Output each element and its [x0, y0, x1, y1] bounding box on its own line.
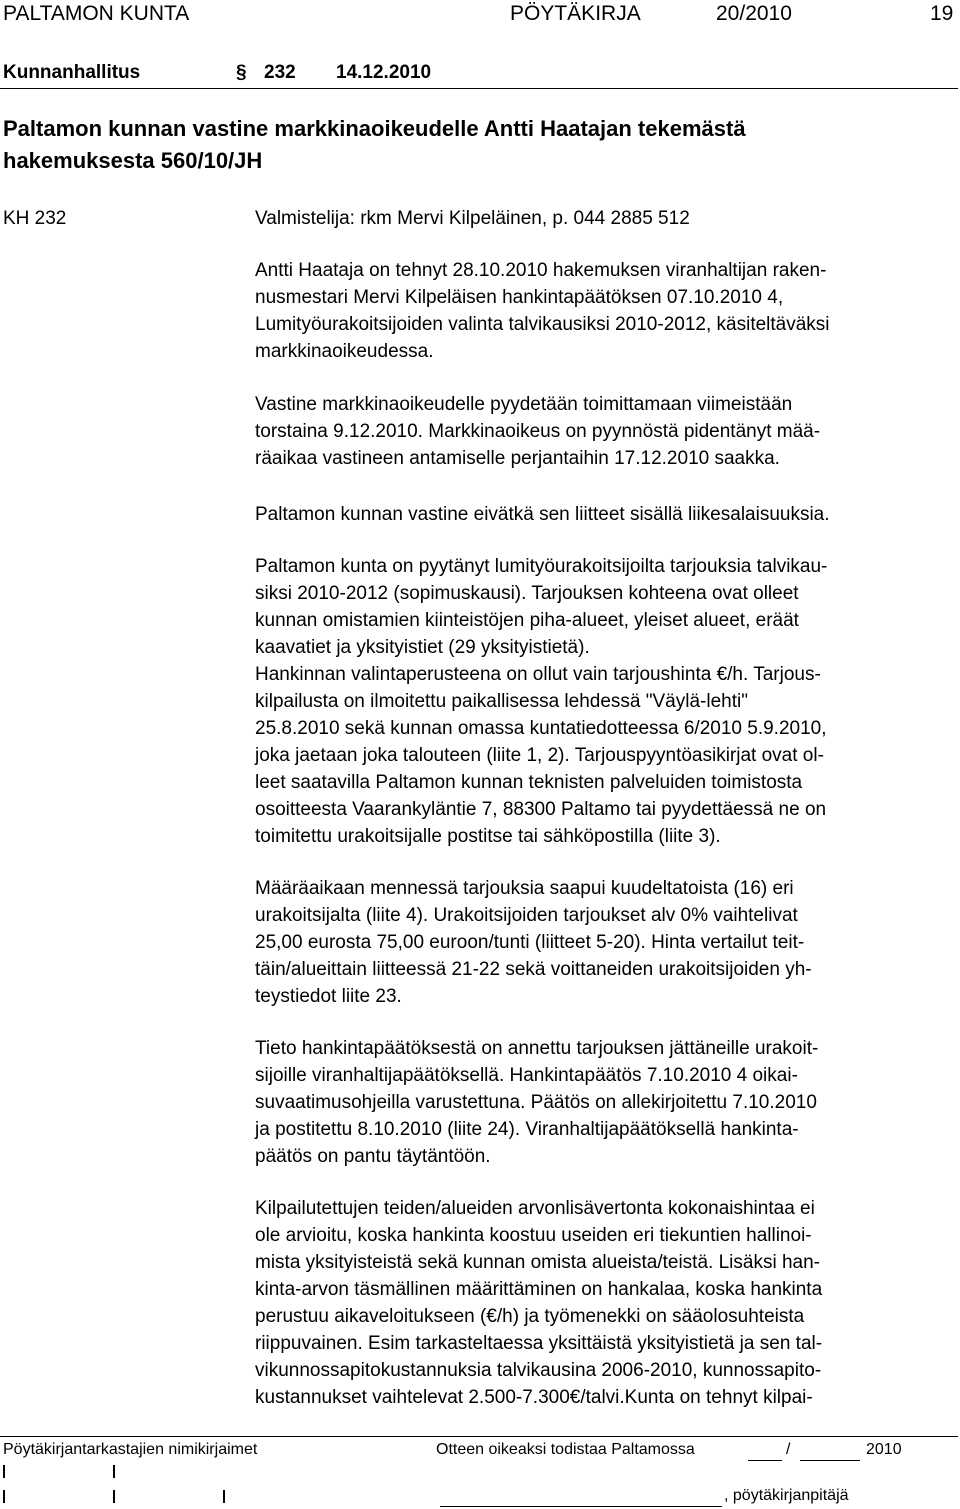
paragraph-line: Kilpailutettujen teiden/alueiden arvonlisävertonta kokonaishintaa ei [255, 1198, 815, 1219]
initials-box-divider [113, 1465, 115, 1478]
header-rule [0, 88, 958, 89]
footer-day-blank [748, 1460, 782, 1461]
paragraph-line: kunnan omistamien kiinteistöjen piha-alueet, yleiset alueet, eräät [255, 610, 799, 631]
paragraph-line: Antti Haataja on tehnyt 28.10.2010 hakemuksen viranhaltijan raken- [255, 260, 827, 281]
paragraph [255, 1195, 955, 1411]
paragraph-line: päätös on pantu täytäntöön. [255, 1146, 491, 1167]
paragraph-line: ole arvioitu, koska hankinta koostuu useiden eri tiekuntien hallinoi- [255, 1225, 812, 1246]
paragraph-line: joka jaetaan joka talouteen (liite 1, 2). Tarjouspyyntöasikirjat ovat ol- [255, 745, 824, 766]
paragraph-line: Tieto hankintapäätöksestä on annettu tarjouksen jättäneille urakoit- [255, 1038, 819, 1059]
paragraph-line: 25.8.2010 sekä kunnan omassa kuntatiedotteessa 6/2010 5.9.2010, [255, 718, 827, 739]
paragraph [255, 1035, 955, 1170]
initials-box-divider [113, 1490, 115, 1503]
paragraph [255, 205, 955, 232]
paragraph-line: sijoille viranhaltijapäätöksellä. Hankintapäätös 7.10.2010 4 oikai- [255, 1065, 798, 1086]
paragraph-line: siksi 2010-2012 (sopimuskausi). Tarjouksen kohteena ovat olleet [255, 583, 799, 604]
paragraph-line: kustannukset vaihtelevat 2.500-7.300€/talvi.Kunta on tehnyt kilpai- [255, 1387, 813, 1408]
paragraph-line: suvaatimusohjeilla varustettuna. Päätös on allekirjoitettu 7.10.2010 [255, 1092, 817, 1113]
footer-slash: / [786, 1441, 791, 1458]
paragraph-line: kaavatiet ja yksityistiet (29 yksityistietä). [255, 637, 590, 658]
paragraph [255, 553, 955, 850]
meeting-body: Kunnanhallitus [3, 62, 141, 83]
paragraph-line: Valmistelija: rkm Mervi Kilpeläinen, p. 044 2885 512 [255, 208, 690, 229]
page-number: 19 [930, 2, 954, 25]
paragraph-line: kilpailusta on ilmoitettu paikallisessa lehdessä "Väylä-lehti" [255, 691, 748, 712]
signature-line [440, 1506, 722, 1507]
title-line: hakemuksesta 560/10/JH [3, 148, 263, 173]
initials-box-divider [3, 1465, 5, 1478]
paragraph-line: torstaina 9.12.2010. Markkinaoikeus on pyynnöstä pidentänyt mää- [255, 421, 821, 442]
paragraph-line: riippuvainen. Esim tarkasteltaessa yksittäistä yksityistietä ja sen tal- [255, 1333, 823, 1354]
paragraph-line: Määräaikaan mennessä tarjouksia saapui kuudeltatoista (16) eri [255, 878, 794, 899]
paragraph-line: täin/alueittain liitteessä 21-22 sekä voittaneiden urakoitsijoiden yh- [255, 959, 812, 980]
kh-section-label: KH 232 [3, 208, 67, 229]
footer-rule [0, 1436, 958, 1437]
section-mark: § [236, 62, 247, 83]
paragraph [255, 875, 955, 1010]
paragraph-line: Paltamon kunta on pyytänyt lumityöurakoitsijoilta tarjouksia talvikau- [255, 556, 828, 577]
paragraph [255, 501, 955, 528]
title-line: Paltamon kunnan vastine markkinaoikeudelle Antti Haatajan tekemästä [3, 116, 746, 141]
section-number: 232 [264, 62, 296, 83]
initials-box-divider [3, 1490, 5, 1503]
footer-certify-label: Otteen oikeaksi todistaa Paltamossa [436, 1441, 695, 1458]
paragraph [255, 391, 955, 472]
paragraph-line: vikunnossapitokustannuksia talvikausina 2006-2010, kunnossapito- [255, 1360, 822, 1381]
paragraph-line: 25,00 eurosta 75,00 euroon/tunti (liitteet 5-20). Hinta vertailut teit- [255, 932, 805, 953]
organization-name: PALTAMON KUNTA [3, 2, 190, 25]
paragraph-line: Hankinnan valintaperusteena on ollut vain tarjoushinta €/h. Tarjous- [255, 664, 821, 685]
paragraph-line: leet saatavilla Paltamon kunnan teknisten palveluiden toimistosta [255, 772, 803, 793]
paragraph-line: kinta-arvon täsmällinen määrittäminen on hankalaa, koska hankinta [255, 1279, 823, 1300]
initials-box-divider [223, 1490, 225, 1503]
paragraph-line: mista yksityisteistä sekä kunnan omista alueista/teistä. Lisäksi han- [255, 1252, 820, 1273]
document-number: 20/2010 [716, 2, 792, 25]
paragraph-line: Paltamon kunnan vastine eivätkä sen liitteet sisällä liikesalaisuuksia. [255, 504, 830, 525]
footer-initials-label: Pöytäkirjantarkastajien nimikirjaimet [3, 1441, 258, 1458]
paragraph-line: nusmestari Mervi Kilpeläisen hankintapäätöksen 07.10.2010 4, [255, 287, 784, 308]
meeting-date: 14.12.2010 [336, 62, 432, 83]
paragraph-line: teystiedot liite 23. [255, 986, 402, 1007]
footer-year: 2010 [866, 1441, 902, 1458]
footer-month-blank [800, 1460, 860, 1461]
paragraph-line: osoitteesta Vaarankyläntie 7, 88300 Paltamo tai pyydettäessä ne on [255, 799, 827, 820]
paragraph-line: Vastine markkinaoikeudelle pyydetään toimittamaan viimeistään [255, 394, 793, 415]
document-type: PÖYTÄKIRJA [510, 2, 641, 25]
paragraph-line: toimitettu urakoitsijalle postitse tai sähköpostilla (liite 3). [255, 826, 721, 847]
paragraph-line: ja postitettu 8.10.2010 (liite 24). Viranhaltijapäätöksellä hankinta- [255, 1119, 799, 1140]
paragraph-line: markkinaoikeudessa. [255, 341, 434, 362]
paragraph-line: räaikaa vastineen antamiselle perjantaihin 17.12.2010 saakka. [255, 448, 780, 469]
paragraph-line: perustuu aikaveloitukseen (€/h) ja työmenekki on sääolosuhteista [255, 1306, 805, 1327]
signature-label: , pöytäkirjanpitäjä [724, 1487, 849, 1504]
paragraph-line: Lumityöurakoitsijoiden valinta talvikausiksi 2010-2012, käsiteltäväksi [255, 314, 830, 335]
paragraph-line: urakoitsijalta (liite 4). Urakoitsijoiden tarjoukset alv 0% vaihtelivat [255, 905, 798, 926]
paragraph [255, 257, 955, 365]
